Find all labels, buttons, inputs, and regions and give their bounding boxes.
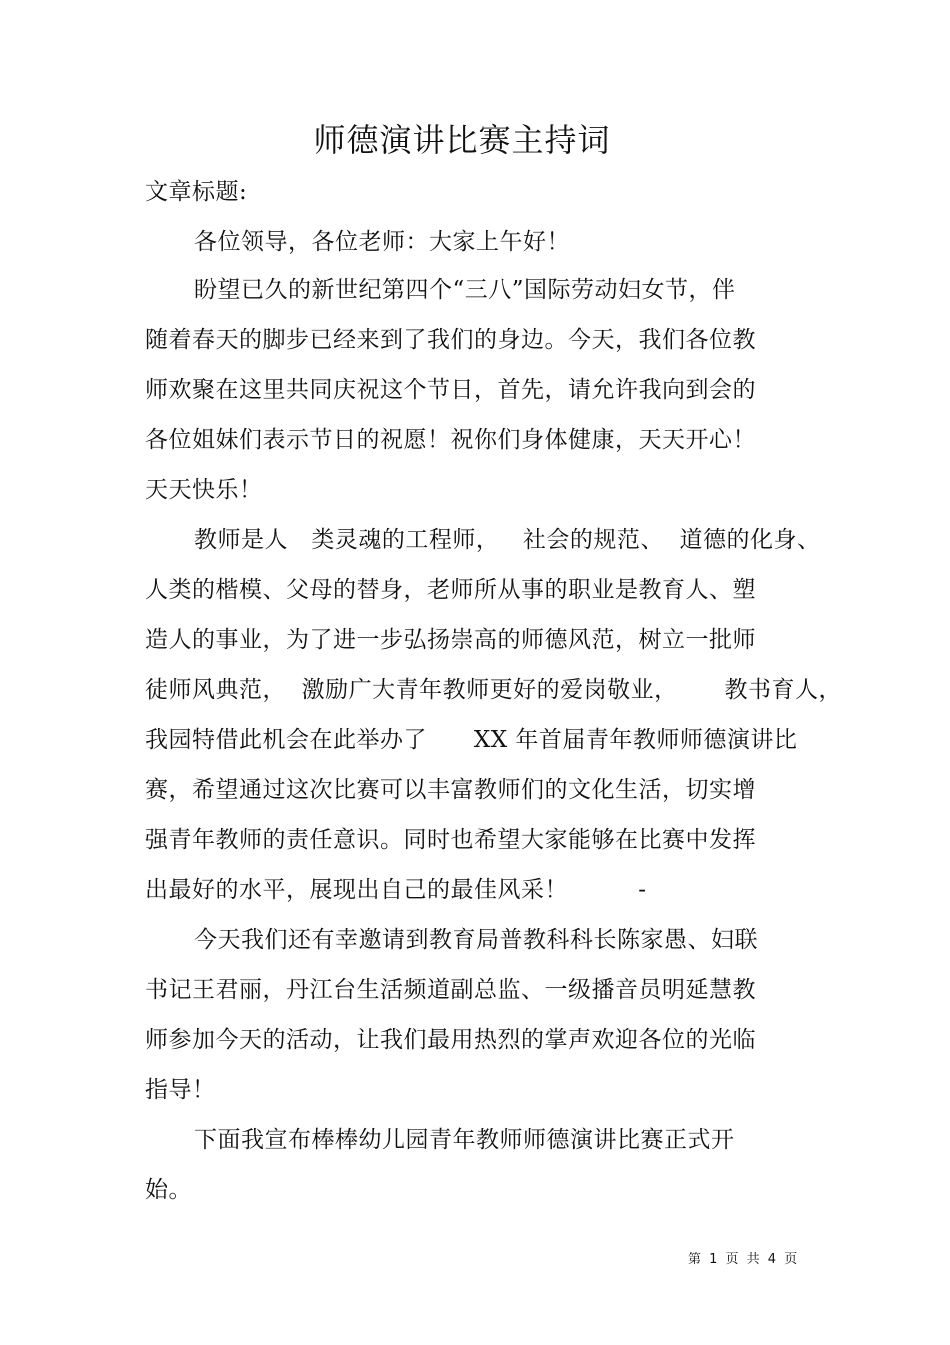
paragraph-line: 随着春天的脚步已经来到了我们的身边。今天，我们各位教 [145, 327, 756, 353]
paragraph-line: 下面我宣布棒棒幼儿园青年教师师德演讲比赛正式开 [194, 1127, 735, 1153]
paragraph-line: 天天快乐！ [145, 477, 263, 503]
document-title: 师德演讲比赛主持词 [313, 121, 611, 159]
paragraph-line: 强青年教师的责任意识。同时也希望大家能够在比赛中发挥 [145, 827, 756, 853]
page-number-footer: 第 1 页 共 4 页 [688, 1252, 800, 1267]
article-title-label: 文章标题: [145, 179, 248, 205]
paragraph-line: 各位姐妹们表示节日的祝愿！祝你们身体健康，天天开心！ [145, 427, 756, 453]
paragraph-line: 书记王君丽，丹江台生活频道副总监、一级播音员明延慧教 [145, 977, 756, 1003]
paragraph-line: 出最好的水平，展现出自己的最佳风采！ - [145, 877, 647, 903]
paragraph-line: 师参加今天的活动，让我们最用热烈的掌声欢迎各位的光临 [145, 1027, 756, 1053]
paragraph-line: 教师是人 类灵魂的工程师， 社会的规范、 道德的化身、 [194, 527, 821, 553]
paragraph-line: 人类的楷模、父母的替身，老师所从事的职业是教育人、塑 [145, 577, 756, 603]
paragraph-line: 师欢聚在这里共同庆祝这个节日，首先，请允许我向到会的 [145, 377, 756, 403]
paragraph-line: 造人的事业，为了进一步弘扬崇高的师德风范，树立一批师 [145, 627, 756, 653]
paragraph-line: 始。 [145, 1177, 192, 1203]
greeting-line: 各位领导，各位老师：大家上午好！ [194, 229, 570, 255]
paragraph-line: 赛，希望通过这次比赛可以丰富教师们的文化生活，切实增 [145, 777, 756, 803]
paragraph-line: 我园特借此机会在此举办了 XX 年首届青年教师师德演讲比 [145, 727, 798, 753]
paragraph-line: 今天我们还有幸邀请到教育局普教科科长陈家愚、妇联 [194, 927, 758, 953]
paragraph-line: 指导！ [145, 1077, 216, 1103]
paragraph-line: 徒师风典范， 激励广大青年教师更好的爱岗敬业， 教书育人， [145, 677, 842, 703]
paragraph-line: 盼望已久的新世纪第四个“三八”国际劳动妇女节，伴 [194, 277, 736, 303]
